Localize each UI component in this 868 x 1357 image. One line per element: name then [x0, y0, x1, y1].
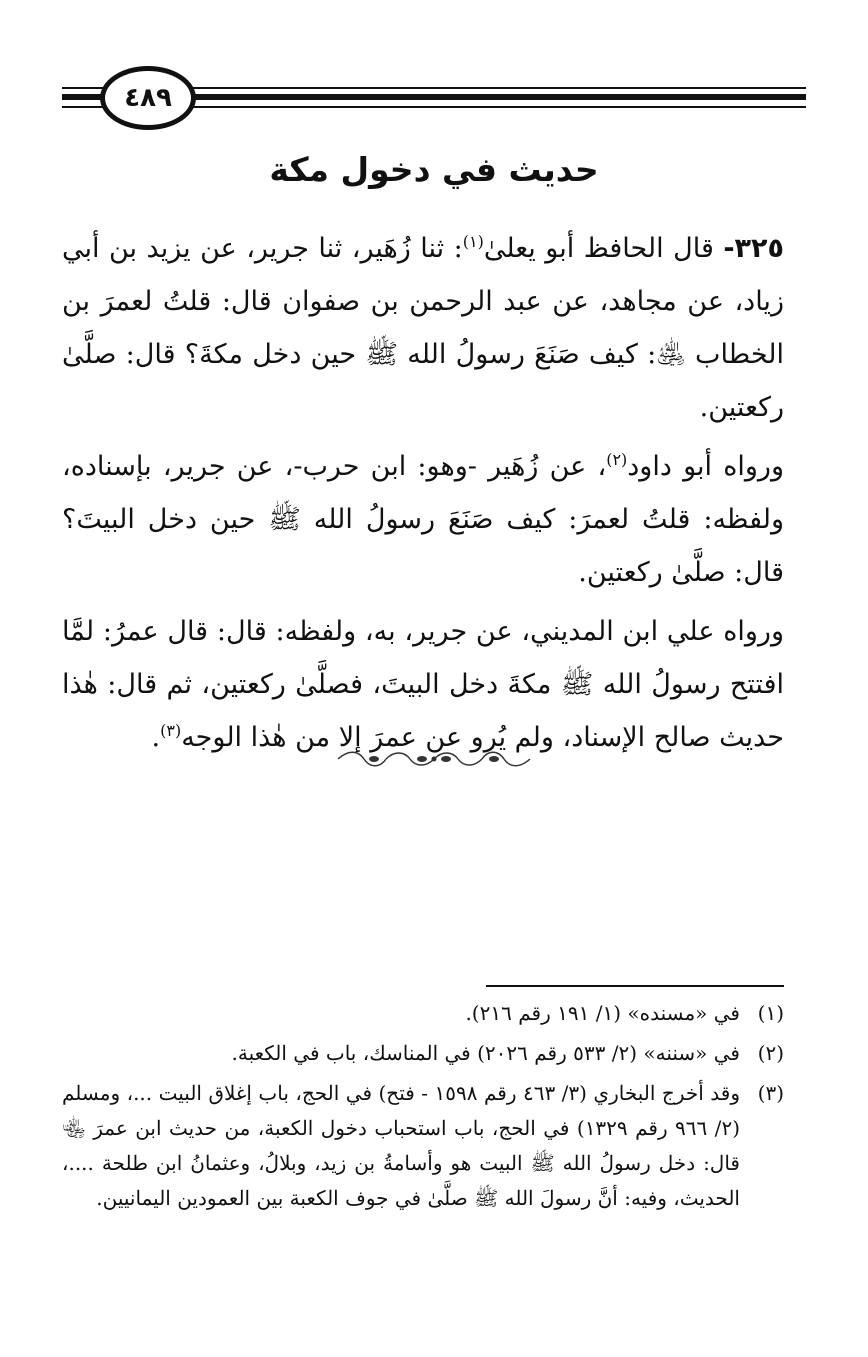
footnote-text: في «مسنده» (١/ ١٩١ رقم ٢١٦). [465, 1001, 740, 1025]
page-number: ٤٨٩ [100, 66, 196, 130]
hadith-paragraph-1 [62, 222, 784, 434]
hadith-paragraph-3 [62, 605, 784, 764]
hadith-paragraph-2 [62, 440, 784, 599]
chapter-title: حديث في دخول مكة [269, 150, 599, 189]
paragraph-text: : ثنا زُهَير، ثنا جرير، عن يزيد بن أبي زياد، عن مجاهد، عن عبد الرحمن بن صفوان قال: قلتُ لعمرَ بن الخطاب ﵁: كيف صَنَعَ رسولُ الله ﷺ حين دخل مكةَ؟ قال: صلَّىٰ ركعتين. [62, 233, 784, 423]
footnote-number: (٢) [757, 1041, 784, 1065]
paragraph-text: قال الحافظ أبو يعلىٰ [483, 233, 714, 264]
paragraph-text: ورواه أبو داود [627, 451, 785, 482]
paragraph-text: ، عن زُهَير -وهو: ابن حرب-، عن جرير، بإسناده، ولفظه: قلتُ لعمرَ: كيف صَنَعَ رسولُ الله ﷺ حين دخل البيتَ؟ قال: صلَّىٰ ركعتين. [62, 451, 784, 588]
hadith-number: ٣٢٥- [723, 233, 784, 264]
footnote-ref: (٣) [160, 721, 182, 740]
footnote-item [62, 1036, 784, 1071]
page-header [62, 66, 806, 132]
main-text [62, 222, 784, 770]
paragraph-text: . [151, 722, 161, 753]
footnote-number: (١) [757, 1001, 784, 1025]
footnote-ref: (١) [462, 232, 484, 251]
paragraph-text: ورواه علي ابن المديني، عن جرير، به، ولفظه: قال: قال عمرُ: لمَّا افتتح رسولُ الله ﷺ مكةَ دخل البيتَ، فصلَّىٰ ركعتين، ثم قال: هٰذا حديث صالح الإسناد، ولم يُرو عن عمرَ إلا من هٰذا الوجه [62, 616, 784, 753]
ornament-separator-icon [334, 748, 534, 770]
footnotes [62, 996, 784, 1221]
footnote-ref: (٢) [606, 450, 628, 469]
footnote-item [62, 1076, 784, 1216]
footnote-text: وقد أخرج البخاري (٣/ ٤٦٣ رقم ١٥٩٨ - فتح) في الحج، باب إغلاق البيت ...، ومسلم (٢/ ٩٦٦ رقم ١٣٢٩) في الحج، باب استحباب دخول الكعبة، من حديث ابن عمرَ ﵄ قال: دخل رسولُ الله ﷺ البيت هو وأسامةُ بن زيد، وبلالُ، وعثمانُ ابن طلحة ....، الحديث، وفيه: أنَّ رسولَ الله ﷺ صلَّىٰ في جوف الكعبة بين العمودين اليمانيين. [62, 1081, 740, 1210]
footnote-divider [486, 985, 784, 987]
footnote-number: (٣) [757, 1081, 784, 1105]
footnote-text: في «سننه» (٢/ ٥٣٣ رقم ٢٠٢٦) في المناسك، باب في الكعبة. [231, 1041, 740, 1065]
footnote-item [62, 996, 784, 1031]
